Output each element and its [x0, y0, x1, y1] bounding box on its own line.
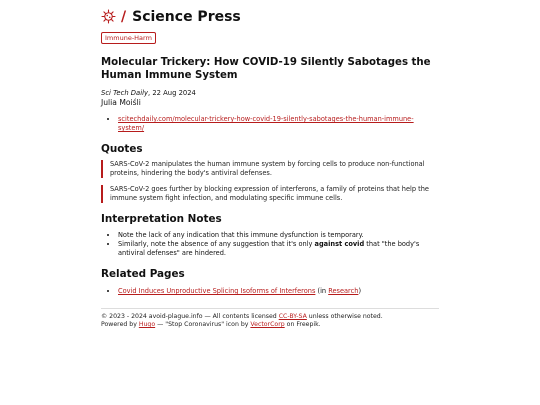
source-link-list	[101, 115, 439, 133]
quote-1: SARS-CoV-2 manipulates the human immune system by forcing cells to produce non-functional proteins, hindering the body's antiviral defenses.	[101, 160, 439, 178]
hugo-link[interactable]: Hugo	[138, 321, 156, 328]
footer-text: Powered by	[101, 321, 139, 328]
site-title[interactable]: Science Press	[132, 8, 241, 25]
article-author: Julia Moiśli	[101, 98, 141, 107]
quotes-heading: Quotes	[101, 143, 143, 155]
notes-heading: Interpretation Notes	[101, 213, 222, 225]
list-item	[118, 115, 439, 133]
footer-text: on Freepik.	[284, 321, 321, 328]
source-link[interactable]: scitechdaily.com/molecular-trickery-how-covid-19-silently-sabotages-the-human-immune-system/	[118, 115, 414, 132]
related-item	[118, 287, 439, 296]
footer-text: © 2023 - 2024 avoid-plague.info — All contents licensed	[101, 313, 279, 320]
license-link[interactable]: CC-BY-SA	[278, 313, 307, 320]
quote-2: SARS-CoV-2 goes further by blocking expression of interferons, a family of proteins that help the immune system fight infection, and modulating specific immune cells.	[101, 185, 439, 203]
note-emphasis: against covid	[314, 240, 365, 248]
paren-text: )	[358, 287, 362, 295]
note-item-1: • Note the lack of any indication that this immune dysfunction is temporary.	[118, 231, 439, 240]
footer-license-line	[101, 313, 439, 321]
notes-list	[101, 231, 439, 258]
article-date: , 22 Aug 2024	[148, 89, 196, 97]
virus-icon[interactable]	[101, 9, 116, 24]
note-text: that "the body's antiviral defenses" are hindered.	[118, 240, 420, 257]
vectorcorp-link[interactable]: VectorCorp	[250, 321, 285, 328]
site-header	[101, 8, 439, 25]
related-heading: Related Pages	[101, 268, 185, 280]
related-category-link[interactable]: Research	[328, 287, 359, 295]
footer-credits-line	[101, 321, 439, 329]
tag-badge[interactable]: Immune-Harm	[101, 32, 156, 44]
article-meta	[101, 89, 439, 97]
page-footer	[101, 308, 439, 329]
note-text: Similarly, note the absence of any suggestion that it's only	[118, 240, 315, 248]
article-title: Molecular Trickery: How COVID-19 Silently Sabotages the Human Immune System	[101, 57, 431, 81]
footer-text: — "Stop Coronavirus" icon by	[155, 321, 251, 328]
page	[101, 0, 439, 329]
related-link[interactable]: Covid Induces Unproductive Splicing Isoforms of Interferons	[118, 287, 316, 295]
article-source: Sci Tech Daily	[101, 89, 148, 97]
related-list	[101, 287, 439, 296]
footer-text: unless otherwise noted.	[306, 313, 383, 320]
note-item-2	[118, 240, 439, 258]
title-separator: /	[121, 8, 127, 25]
paren-text: (in	[315, 287, 329, 295]
